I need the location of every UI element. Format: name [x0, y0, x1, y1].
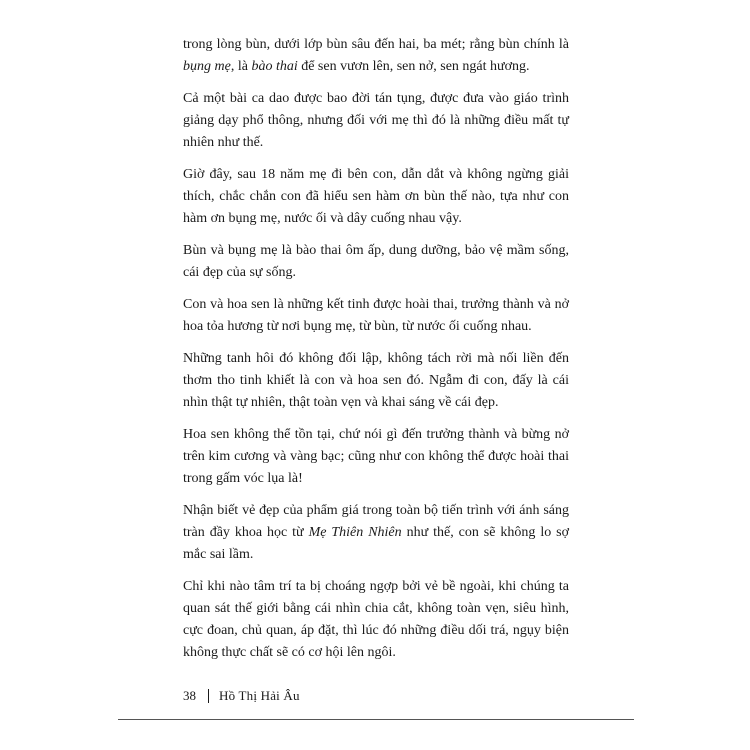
- paragraph-text: Bùn và bụng mẹ là bào thai ôm ấp, dung dưỡng, bảo vệ mầm sống, cái đẹp của sự sống.: [183, 243, 569, 280]
- paragraph: [183, 500, 569, 566]
- paragraph: [183, 240, 569, 284]
- paragraph-text: Chỉ khi nào tâm trí ta bị choáng ngợp bởi vẻ bề ngoài, khi chúng ta quan sát thế giới bằng cái nhìn chia cắt, không toàn vẹn, siêu hình, cực đoan, chủ quan, áp đặt, thì lúc đó những điều dối trá, ngụy biện không thực chất sẽ có cơ hội lên ngôi.: [183, 579, 569, 660]
- paragraph-text: để sen vươn lên, sen nở, sen ngát hương.: [297, 59, 530, 74]
- italic-text: Mẹ Thiên Nhiên: [308, 525, 402, 540]
- paragraph: [183, 34, 569, 78]
- footer-separator: [208, 689, 209, 703]
- paragraph: [183, 348, 569, 414]
- paragraph: [183, 424, 569, 490]
- body-text: [183, 34, 569, 674]
- bottom-rule: [118, 719, 634, 720]
- page-footer: [183, 688, 300, 704]
- paragraph-text: , là: [230, 59, 252, 74]
- paragraph: [183, 88, 569, 154]
- paragraph-text: như thế, con sẽ không lo sợ mắc sai lầm.: [183, 525, 569, 562]
- paragraph: [183, 576, 569, 664]
- paragraph-text: Giờ đây, sau 18 năm mẹ đi bên con, dẫn dắt và không ngừng giải thích, chắc chắn con đã hiểu sen hàm ơn bùn thế nào, tựa như con hàm ơn bụng mẹ, nước ối và dây cuống nhau vậy.: [183, 167, 569, 226]
- paragraph: [183, 294, 569, 338]
- paragraph-text: Hoa sen không thể tồn tại, chứ nói gì đến trưởng thành và bừng nở trên kim cương và vàng bạc; cũng như con không thể được hoài thai trong gấm vóc lụa là!: [183, 427, 569, 486]
- paragraph-text: Những tanh hôi đó không đối lập, không tách rời mà nối liền đến thơm tho tinh khiết là con và hoa sen đó. Ngẫm đi con, đấy là cái nhìn thật tự nhiên, thật toàn vẹn và khai sáng về cái đẹp.: [183, 351, 569, 410]
- paragraph-text: Nhận biết vẻ đẹp của phẩm giá trong toàn bộ tiến trình với ánh sáng tràn đầy khoa học từ: [183, 503, 569, 540]
- italic-text: bụng mẹ: [183, 59, 231, 74]
- paragraph-text: Cả một bài ca dao được bao đời tán tụng, được đưa vào giáo trình giảng dạy phổ thông, nhưng đối với mẹ thì đó là những điều mất tự nhiên như thế.: [183, 91, 569, 150]
- paragraph-text: trong lòng bùn, dưới lớp bùn sâu đến hai, ba mét; rằng bùn chính là: [183, 37, 569, 52]
- italic-text: bào thai: [251, 59, 298, 74]
- paragraph-text: Con và hoa sen là những kết tinh được hoài thai, trưởng thành và nở hoa tỏa hương từ nơi bụng mẹ, từ bùn, từ nước ối cuống nhau.: [183, 297, 569, 334]
- paragraph: [183, 164, 569, 230]
- page-number: 38: [183, 688, 196, 703]
- author-name: Hồ Thị Hải Âu: [219, 688, 300, 703]
